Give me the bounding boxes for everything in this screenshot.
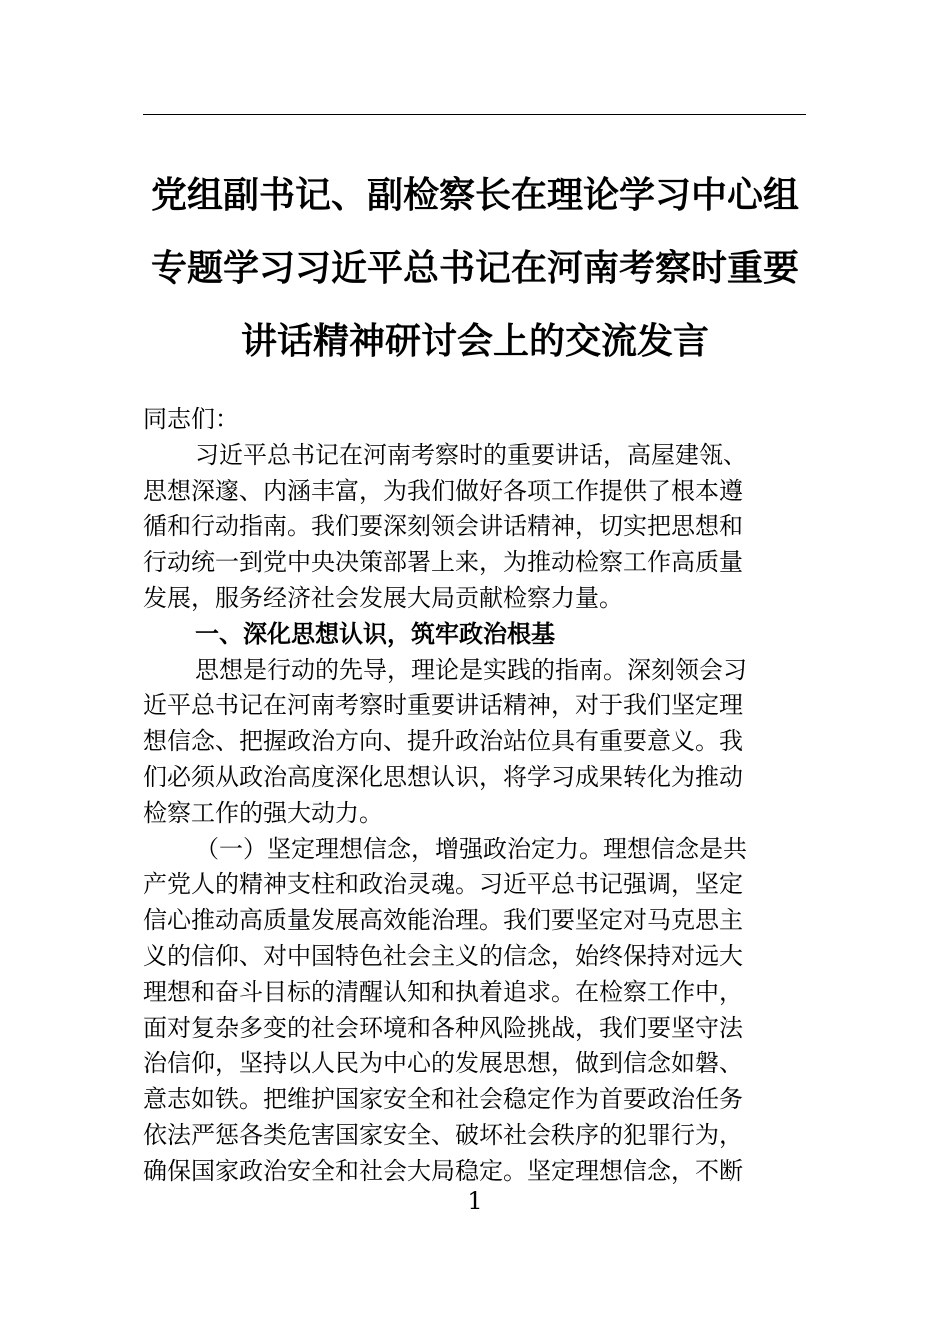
text-line: 义的信仰、对中国特色社会主义的信念，始终保持对远大 <box>143 941 743 970</box>
text-line: 发展，服务经济社会发展大局贡献检察力量。 <box>143 583 623 612</box>
text-line: 想信念、把握政治方向、提升政治站位具有重要意义。我 <box>143 727 743 756</box>
text-line: 近平总书记在河南考察时重要讲话精神，对于我们坚定理 <box>143 691 743 720</box>
text-line: 依法严惩各类危害国家安全、破坏社会秩序的犯罪行为， <box>143 1120 743 1149</box>
text-line: 们必须从政治高度深化思想认识，将学习成果转化为推动 <box>143 762 743 791</box>
paragraph-intro <box>143 438 806 617</box>
text-line: 检察工作的强大动力。 <box>143 798 383 827</box>
text-line: 思想深邃、内涵丰富，为我们做好各项工作提供了根本遵 <box>143 476 743 505</box>
paragraph-subsection-one <box>143 832 806 1190</box>
header-rule <box>143 114 806 115</box>
document-title <box>120 166 830 385</box>
salutation: 同志们： <box>143 405 239 433</box>
text-line: （一）坚定理想信念，增强政治定力。理想信念是共 <box>195 834 747 863</box>
document-body <box>143 402 806 1190</box>
text-line: 面对复杂多变的社会环境和各种风险挑战，我们要坚守法 <box>143 1013 743 1042</box>
text-line: 信心推动高质量发展高效能治理。我们要坚定对马克思主 <box>143 906 743 935</box>
heading-line: 一、深化思想认识，筑牢政治根基 <box>195 619 555 648</box>
text-line: 确保国家政治安全和社会大局稳定。坚定理想信念，不断 <box>143 1156 743 1185</box>
text-line: 治信仰，坚持以人民为中心的发展思想，做到信念如磐、 <box>143 1049 743 1078</box>
title-line: 党组副书记、副检察长在理论学习中心组 <box>150 175 799 216</box>
title-line: 讲话精神研讨会上的交流发言 <box>240 321 709 362</box>
text-line: 循和行动指南。我们要深刻领会讲话精神，切实把思想和 <box>143 512 743 541</box>
text-line: 意志如铁。把维护国家安全和社会稳定作为首要政治任务 <box>143 1085 743 1114</box>
text-line: 理想和奋斗目标的清醒认知和执着追求。在检察工作中， <box>143 977 743 1006</box>
section-heading <box>143 617 806 653</box>
paragraph-section-one <box>143 653 806 832</box>
text-line: 产党人的精神支柱和政治灵魂。习近平总书记强调，坚定 <box>143 870 743 899</box>
text-line: 思想是行动的先导，理论是实践的指南。深刻领会习 <box>195 655 747 684</box>
title-line: 专题学习习近平总书记在河南考察时重要 <box>150 248 799 289</box>
text-line: 行动统一到党中央决策部署上来，为推动检察工作高质量 <box>143 548 743 577</box>
page-number: 1 <box>467 1187 483 1215</box>
text-line: 习近平总书记在河南考察时的重要讲话，高屋建瓴、 <box>195 440 747 469</box>
